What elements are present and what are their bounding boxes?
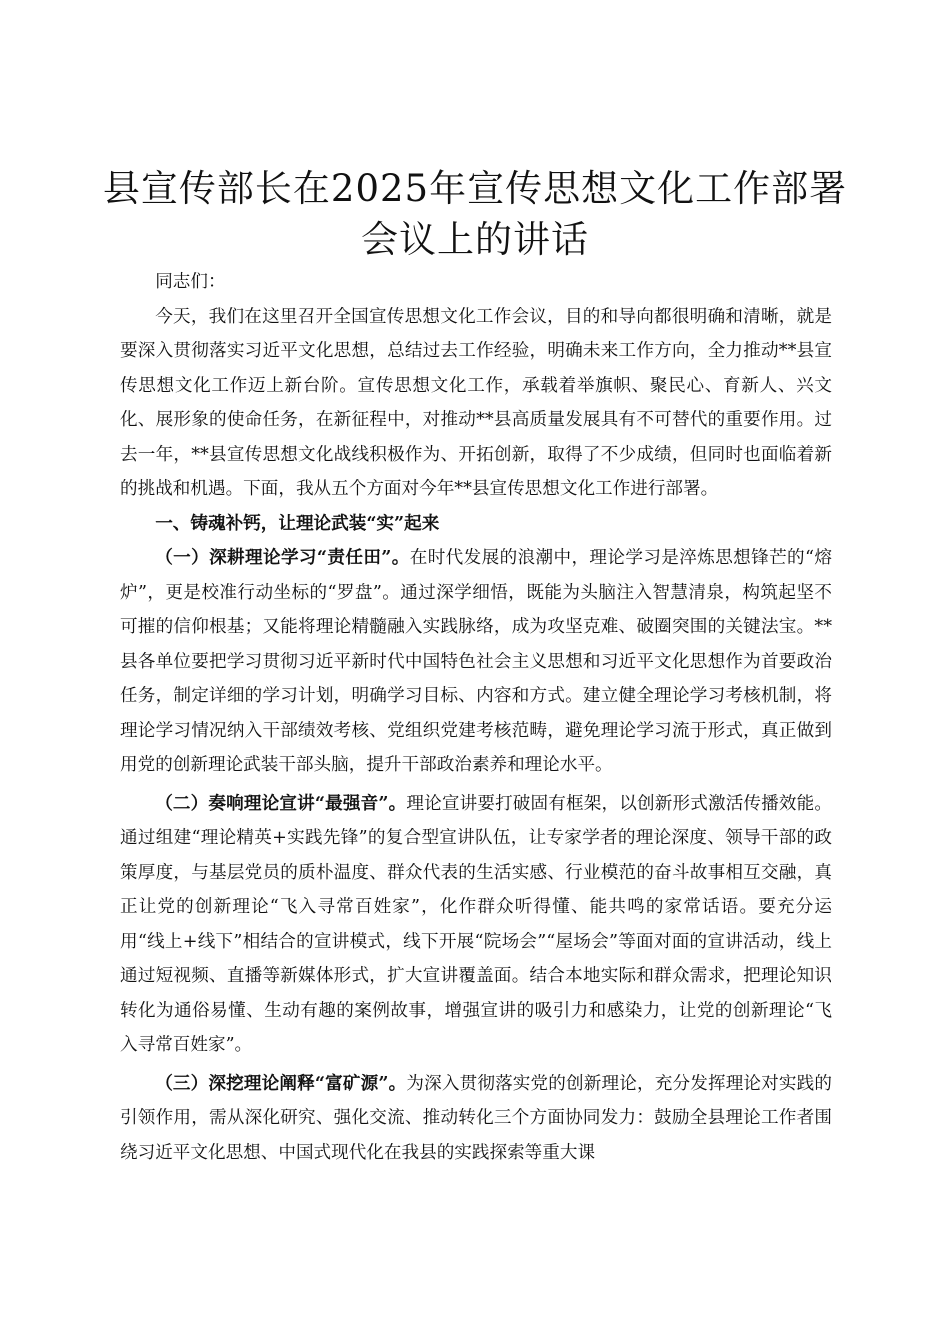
paragraph-3-lead: （三）深挖理论阐释“富矿源”。	[155, 1072, 407, 1094]
paragraph-2	[120, 787, 832, 1063]
paragraph-2-text: 理论宣讲要打破固有框架，以创新形式激活传播效能。通过组建“理论精英+实践先锋”的复合型宣讲队伍，让专家学者的理论深度、领导干部的政策厚度，与基层党员的质朴温度、群众代表的生活实感、行业模范的奋斗故事相互交融，真正让党的创新理论“飞入寻常百姓家”，化作群众听得懂、能共鸣的家常话语。要充分运用“线上+线下”相结合的宣讲模式，线下开展“院场会”“屋场会”等面对面的宣讲活动，线上通过短视频、直播等新媒体形式，扩大宣讲覆盖面。结合本地实际和群众需求，把理论知识转化为通俗易懂、生动有趣的案例故事，增强宣讲的吸引力和感染力，让党的创新理论“飞入寻常百姓家”。	[120, 793, 832, 1055]
paragraph-1	[120, 541, 832, 783]
paragraph-3	[120, 1067, 832, 1171]
salutation: 同志们：	[155, 272, 226, 292]
intro-paragraph: 今天，我们在这里召开全国宣传思想文化工作会议，目的和导向都很明确和清晰，就是要深入贯彻落实习近平文化思想，总结过去工作经验，明确未来工作方向，全力推动**县宣传思想文化工作迈上新台阶。宣传思想文化工作，承载着举旗帜、聚民心、育新人、兴文化、展形象的使命任务，在新征程中，对推动**县高质量发展具有不可替代的重要作用。过去一年，**县宣传思想文化战线积极作为、开拓创新，取得了不少成绩，但同时也面临着新的挑战和机遇。下面，我从五个方面对今年**县宣传思想文化工作进行部署。	[120, 306, 832, 499]
document-title-line-2: 会议上的讲话	[361, 218, 589, 261]
document-body	[120, 265, 832, 1170]
section-heading-1: 一、铸魂补钙，让理论武装“实”起来	[155, 512, 440, 534]
document-title-line-1: 县宣传部长在2025年宣传思想文化工作部署	[102, 167, 848, 210]
paragraph-1-text: 在时代发展的浪潮中，理论学习是淬炼思想锋芒的“熔炉”，更是校准行动坐标的“罗盘”。通过深学细悟，既能为头脑注入智慧清泉，构筑起坚不可摧的信仰根基；又能将理论精髓融入实践脉络，成为攻坚克难、破圈突围的关键法宝。**县各单位要把学习贯彻习近平新时代中国特色社会主义思想和习近平文化思想作为首要政治任务，制定详细的学习计划，明确学习目标、内容和方式。建立健全理论学习考核机制，将理论学习情况纳入干部绩效考核、党组织党建考核范畴，避免理论学习流于形式，真正做到用党的创新理论武装干部头脑，提升干部政治素养和理论水平。	[120, 548, 832, 775]
paragraph-3-text: 为深入贯彻落实党的创新理论，充分发挥理论对实践的引领作用，需从深化研究、强化交流、推动转化三个方面协同发力：鼓励全县理论工作者围绕习近平文化思想、中国式现代化在我县的实践探索等重大课	[120, 1073, 832, 1163]
paragraph-2-lead: （二）奏响理论宣讲“最强音”。	[155, 792, 407, 814]
paragraph-1-lead: （一）深耕理论学习“责任田”。	[155, 547, 410, 568]
